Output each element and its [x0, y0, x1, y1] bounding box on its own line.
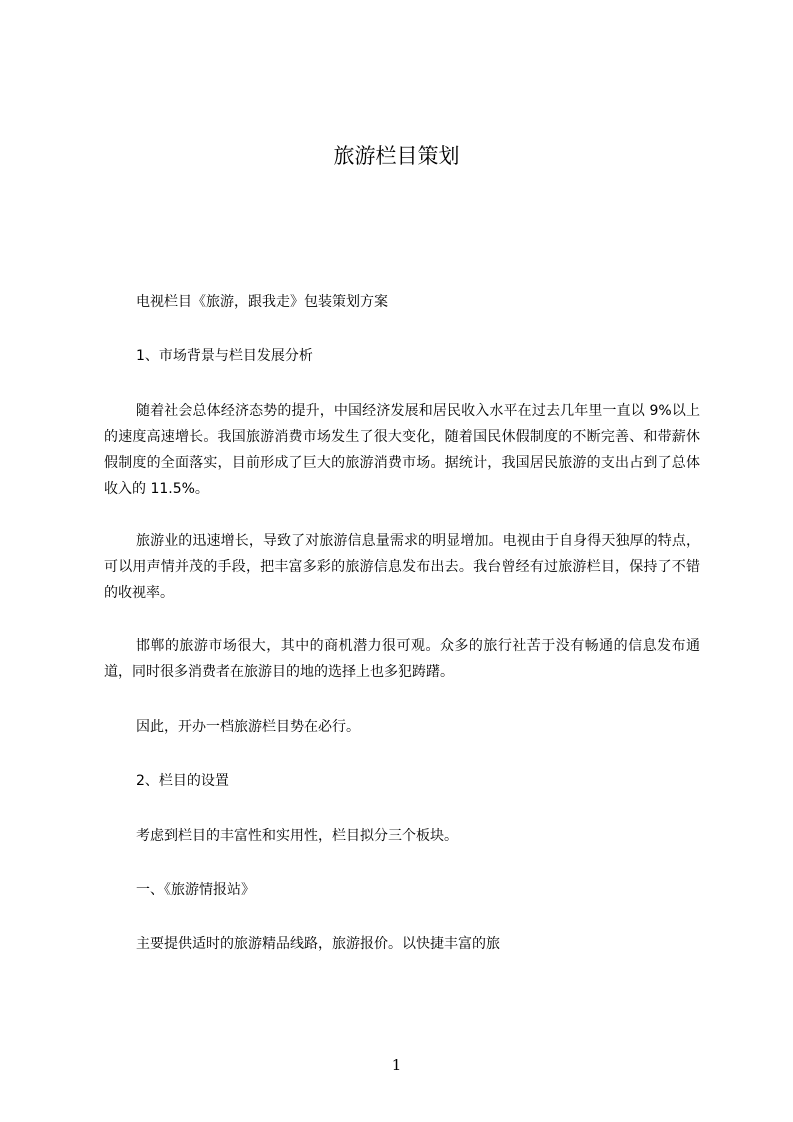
- section-2-heading: 2、栏目的设置: [136, 773, 229, 789]
- section-1-heading: 1、市场背景与栏目发展分析: [136, 348, 313, 364]
- conclusion-paragraph: 因此，开办一档旅游栏目势在必行。: [136, 719, 360, 735]
- travel-info-description: 主要提供适时的旅游精品线路，旅游报价。以快捷丰富的旅: [136, 936, 500, 952]
- tourism-growth-paragraph: 旅游业的迅速增长，导致了对旅游信息量需求的明显增加。电视由于自身得天独厚的特点，可以用声情并茂的手段，把丰富多彩的旅游信息发布出去。我台曾经有过旅游栏目，保持了不错的收视率。: [104, 533, 700, 601]
- section-setup-paragraph: 考虑到栏目的丰富性和实用性，栏目拟分三个板块。: [136, 828, 458, 844]
- page-number: 1: [391, 1056, 402, 1074]
- handan-market-paragraph: 邯郸的旅游市场很大，其中的商机潜力很可观。众多的旅行社苦于没有畅通的信息发布通道，同时很多消费者在旅游目的地的选择上也多犯踌躇。: [104, 638, 700, 680]
- program-plan-heading: 电视栏目《旅游，跟我走》包装策划方案: [136, 294, 388, 310]
- travel-info-station-heading: 一、《旅游情报站》: [136, 882, 255, 898]
- document-title: 旅游栏目策划: [333, 144, 460, 168]
- market-background-paragraph: 随着社会总体经济态势的提升，中国经济发展和居民收入水平在过去几年里一直以 9%以上的速度高速增长。我国旅游消费市场发生了很大变化，随着国民休假制度的不断完善、和带薪休假制度的全面落实，目前形成了巨大的旅游消费市场。据统计，我国居民旅游的支出占到了总体收入的 11.5%。: [104, 403, 700, 497]
